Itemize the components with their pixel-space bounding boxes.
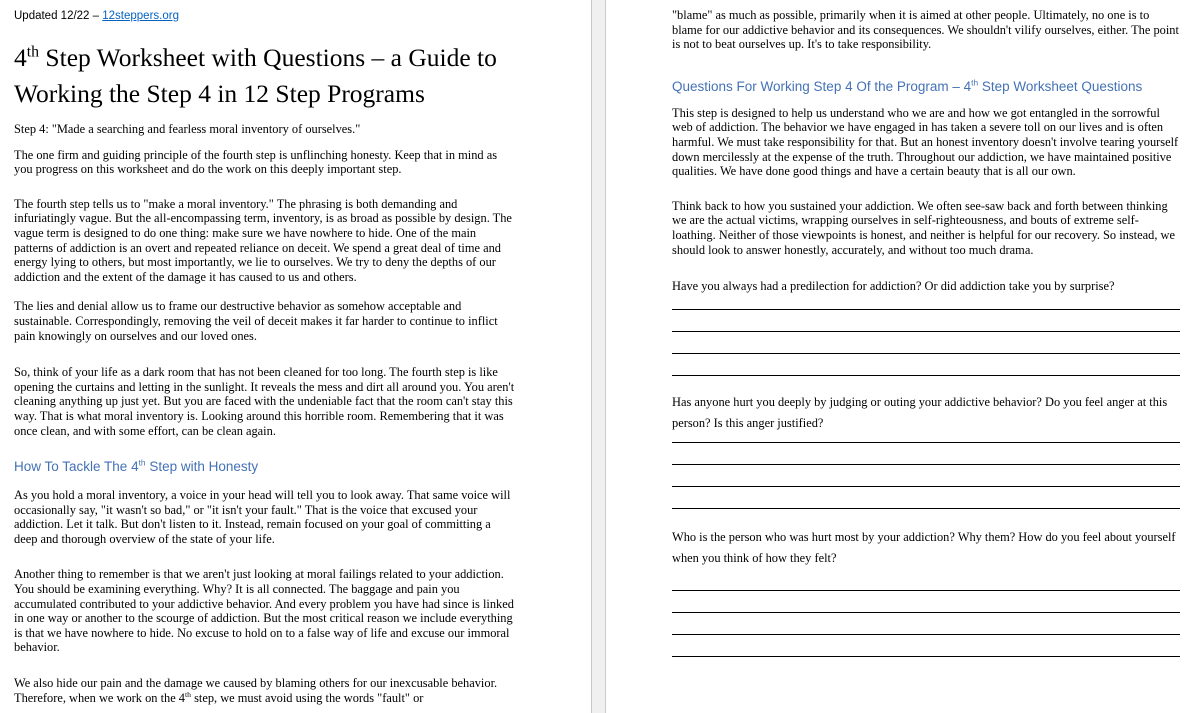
heading-superscript: th xyxy=(971,77,979,88)
paragraph-step4-quote: Step 4: "Made a searching and fearless moral inventory of ourselves." xyxy=(14,122,361,136)
worksheet-question: Who is the person who was hurt most by your addiction? Why them? How do you feel about yourself when you think of how they felt? xyxy=(672,530,1176,566)
answer-line xyxy=(672,443,1180,465)
heading-text: How To Tackle The 4 xyxy=(14,459,139,475)
paragraph: Another thing to remember is that we aren't just looking at moral failings related to your addiction. You should be examining everything. Why? It is all connected. The baggage and pain you accumulated contributed to your addictive behavior. And every problem you have had since is linked in one way or another to the scourge of addiction. But the most critical reason we include everything is that we have nowhere to hide. No excuse to hold on to a false way of life and excuse our immoral behavior. xyxy=(14,567,514,655)
page-gap-divider xyxy=(591,0,606,713)
answer-lines-group xyxy=(672,421,1180,509)
answer-line xyxy=(672,569,1180,591)
section-heading-questions xyxy=(672,77,1180,96)
paragraph: This step is designed to help us understand who we are and how we got entangled in the sorrowful web of addiction. The behavior we have engaged in has taken a severe toll on our lives and is often harmful. We must take responsibility for that. But an honest inventory doesn't involve tearing yourself down mercilessly at the expense of the truth. Throughout our addiction, we have maintained positive qualities. We have done good things and have a certain beauty that is all our own. xyxy=(672,105,1179,179)
heading-text: Questions For Working Step 4 Of the Program – 4 xyxy=(672,78,972,94)
paragraph-superscript: th xyxy=(185,689,191,699)
answer-line xyxy=(672,310,1180,332)
heading-text: Step with Honesty xyxy=(145,459,259,475)
answer-line xyxy=(672,332,1180,354)
paragraph: Think back to how you sustained your addiction. We often see-saw back and forth between thinking we are the actual victims, wrapping ourselves in self-righteousness, and bouts of extreme self-loathing. Neither of those viewpoints is honest, and neither is helpful for our recovery. So instead, we should look to answer honestly, accurately, and without too much drama. xyxy=(672,198,1175,257)
title-superscript: th xyxy=(26,43,40,61)
answer-line xyxy=(672,487,1180,509)
answer-lines-group xyxy=(672,288,1180,376)
answer-lines-group xyxy=(672,569,1180,657)
answer-line xyxy=(672,613,1180,635)
document-page-right xyxy=(672,0,1180,657)
title-text: Step Worksheet with Questions – a Guide to xyxy=(39,43,497,72)
answer-line xyxy=(672,354,1180,376)
paragraph: The lies and denial allow us to frame our destructive behavior as somehow acceptable and sustainable. Correspondingly, removing the veil of deceit makes it far harder to continue to inflict pain knowingly on ourselves and our loved ones. xyxy=(14,299,498,343)
worksheet-question: Has anyone hurt you deeply by judging or outing your addictive behavior? Do you feel anger at this person? Is this anger justified? xyxy=(672,395,1168,431)
paragraph xyxy=(14,676,516,705)
heading-superscript: th xyxy=(138,457,146,468)
paragraph: "blame" as much as possible, primarily when it is aimed at other people. Ultimately, no one is to blame for our addictive behavior and its consequences. We shouldn't vilify ourselves, either. The point is not to beat ourselves up. It's to take responsibility. xyxy=(672,8,1179,52)
paragraph-text: step, we must avoid using the words "fault" or xyxy=(190,690,424,705)
updated-line xyxy=(14,10,516,22)
title-text: 4 xyxy=(14,43,27,72)
paragraph: The one firm and guiding principle of the fourth step is unflinching honesty. Keep that in mind as you progress on this worksheet and do the work on this deeply important step. xyxy=(14,147,498,177)
answer-line xyxy=(672,635,1180,657)
paragraph: The fourth step tells us to "make a moral inventory." The phrasing is both demanding and infuriatingly vague. But the all-encompassing term, inventory, is as broad as possible by design. The vague term is designed to do one thing: make sure we have nowhere to hide. One of the main patterns of addiction is an overt and repeated reliance on deceit. We spend a great deal of time and energy lying to others, but most importantly, we lie to ourselves. We try to deny the depths of our addiction and the extent of the damage it has caused to us and others. xyxy=(14,196,512,284)
title-text: Working the Step 4 in 12 Step Programs xyxy=(14,79,425,108)
paragraph-text: We also hide our pain and the damage we caused by blaming others for our inexcusable behavior. Therefore, when we work on the 4 xyxy=(14,676,498,705)
document-title xyxy=(14,40,516,112)
site-link[interactable]: 12steppers.org xyxy=(102,10,179,22)
heading-text: Step Worksheet Questions xyxy=(978,78,1143,94)
paragraph: As you hold a moral inventory, a voice in your head will tell you to look away. That same voice will occasionally say, "it wasn't so bad," or "it isn't your fault." That is the voice that excused your addiction. Let it talk. But don't listen to it. Instead, remain focused on your goal of committing a deep and thorough overview of the state of your life. xyxy=(14,488,511,546)
worksheet-question: Have you always had a predilection for addiction? Or did addiction take you by surprise? xyxy=(672,279,1115,294)
document-page-left xyxy=(14,0,516,705)
paragraph: So, think of your life as a dark room that has not been cleaned for too long. The fourth step is like opening the curtains and letting in the sunlight. It reveals the mess and dirt all around you. You aren't cleaning anything up just yet. But you are faced with the undeniable fact that the room can't stay this way. That is what moral inventory is. Looking around this horrible room. Remembering that it was once clean, and with some effort, can be clean again. xyxy=(14,365,515,438)
answer-line xyxy=(672,465,1180,487)
updated-label: Updated 12/22 – xyxy=(14,10,103,22)
answer-line xyxy=(672,591,1180,613)
section-heading-tackle-step xyxy=(14,457,516,476)
